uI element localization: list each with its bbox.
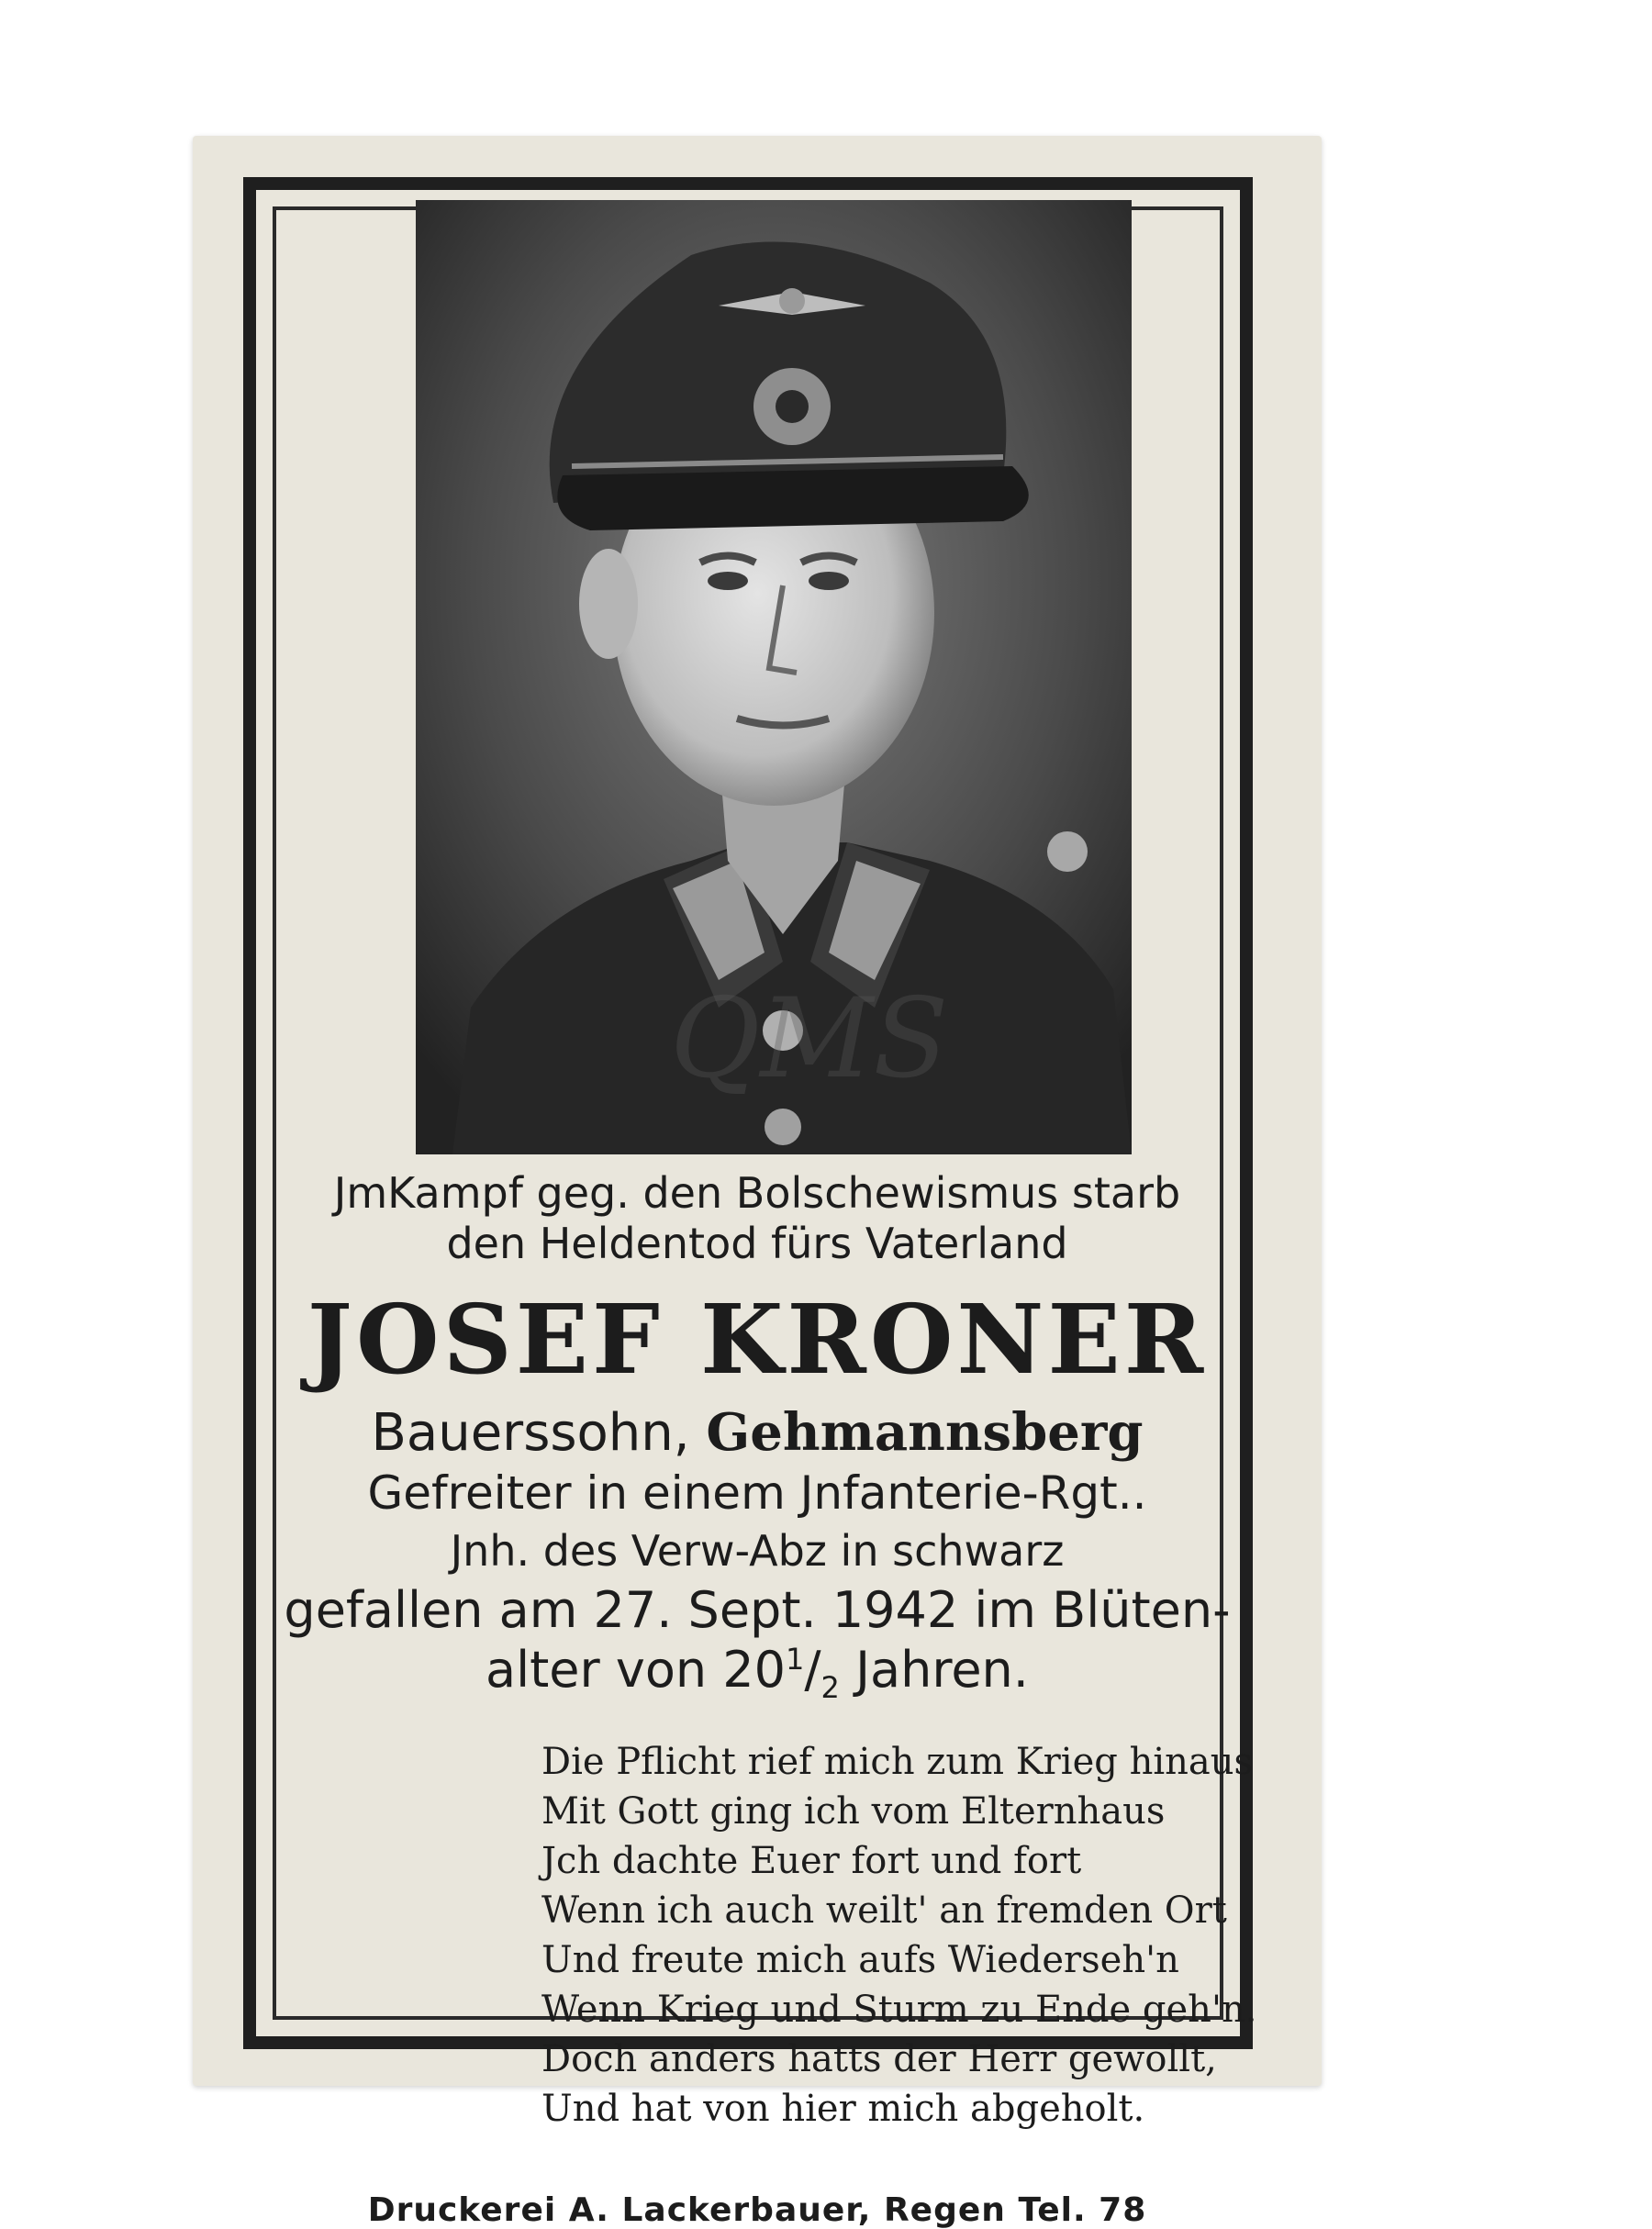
poem-line: Doch anders hatts der Herr gewollt,: [541, 2038, 1217, 2080]
intro-line-2: den Heldentod fürs Vaterland: [446, 1219, 1068, 1268]
origin-prefix: Bauerssohn,: [371, 1403, 690, 1463]
rank-line: Gefreiter in einem Jnfanterie-Rgt..: [367, 1466, 1147, 1520]
age-prefix: alter von 20: [486, 1641, 786, 1699]
deceased-name: JOSEF KRONER: [307, 1283, 1208, 1396]
fallen-date-line: gefallen am 27. Sept. 1942 im Blüten-: [284, 1581, 1231, 1639]
origin-place: Gehmannsberg: [706, 1402, 1144, 1463]
age-suffix: Jahren.: [855, 1641, 1029, 1699]
intro-line-1: JmKampf geg. den Bolschewismus starb: [333, 1168, 1181, 1218]
printer-imprint: Druckerei A. Lackerbauer, Regen Tel. 78: [367, 2191, 1147, 2229]
poem-line: Jch dachte Euer fort und fort: [541, 1840, 1082, 1882]
age-fraction-numerator: 1: [785, 1642, 805, 1677]
poem-line: Wenn ich auch weilt' an fremden Ort: [541, 1889, 1227, 1932]
watermark-text: QMS: [670, 975, 949, 1103]
origin-line: [248, 1402, 1267, 1463]
poem-line: Die Pflicht rief mich zum Krieg hinaus: [541, 1741, 1254, 1783]
age-fraction-denominator: 2: [820, 1669, 840, 1705]
poem-line: Und hat von hier mich abgeholt.: [541, 2088, 1145, 2130]
age-line: alter von $20^1/_2$ Jahren.: [486, 1641, 1029, 1705]
memorial-card: [193, 136, 1322, 2229]
poem-line: Wenn Krieg und Sturm zu Ende geh'n.: [541, 1989, 1257, 2031]
award-line: Jnh. des Verw-Abz in schwarz: [450, 1526, 1065, 1576]
poem-line: Mit Gott ging ich vom Elternhaus: [541, 1790, 1166, 1833]
memorial-poem: [541, 1737, 1256, 2134]
poem-line: Und freute mich aufs Wiederseh'n: [541, 1939, 1179, 1981]
